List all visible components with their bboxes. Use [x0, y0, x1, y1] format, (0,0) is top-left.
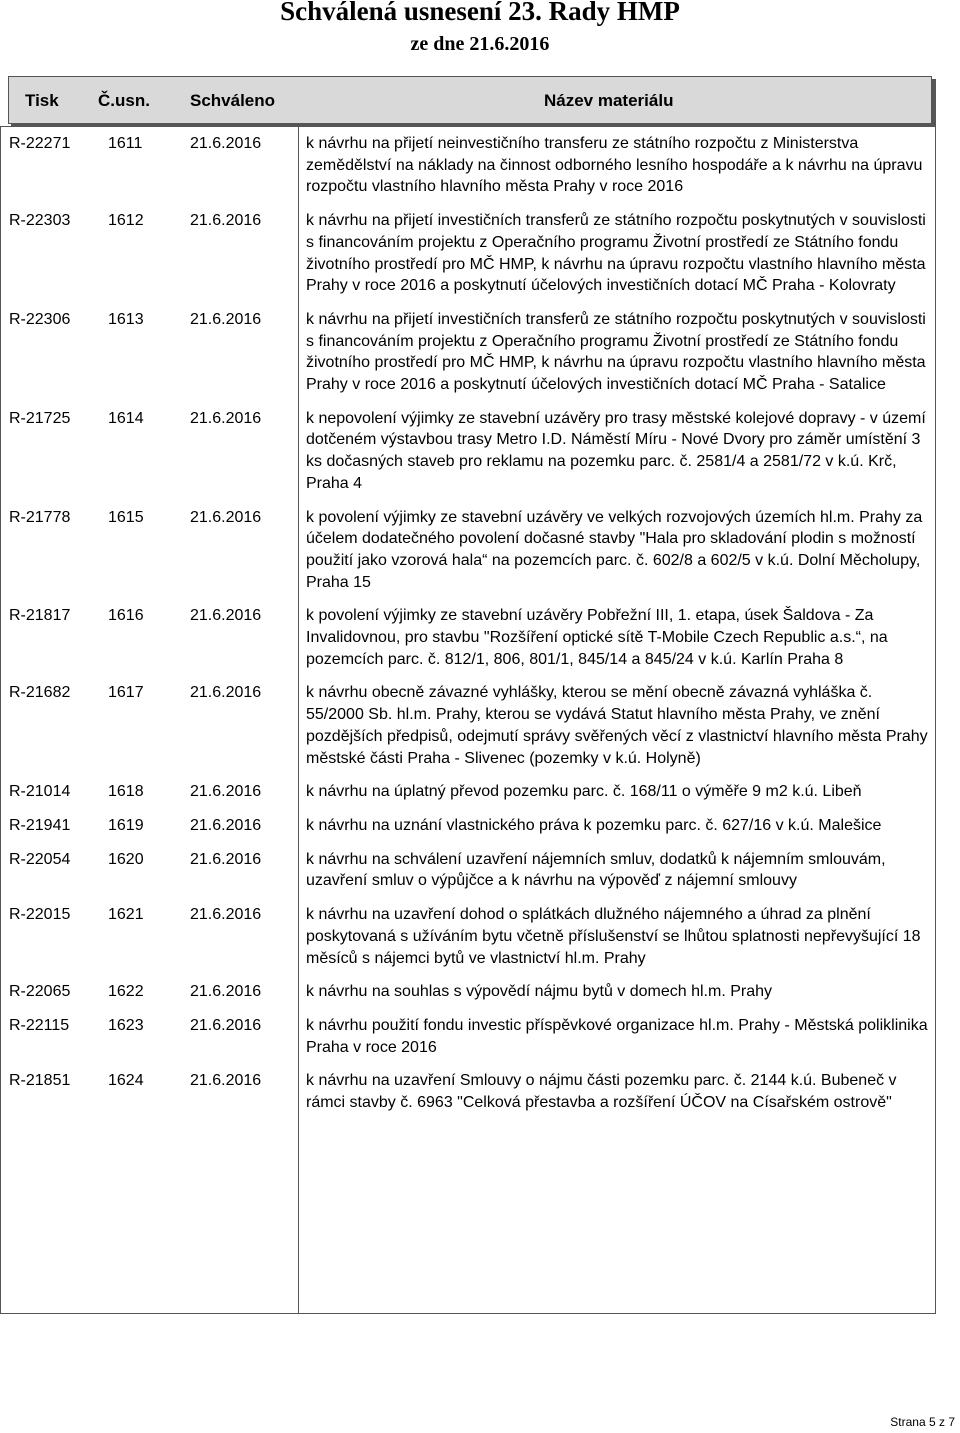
approval-date-cell: 21.6.2016 — [190, 983, 262, 1001]
tisk-cell: R-22115 — [9, 1016, 70, 1034]
tisk-cell: R-22054 — [9, 850, 71, 868]
approval-date-cell: 21.6.2016 — [190, 212, 262, 230]
resolution-number-cell: 1618 — [108, 783, 144, 801]
tisk-cell: R-21851 — [9, 1072, 71, 1090]
page-number: Strana 5 z 7 — [890, 1415, 955, 1429]
table-row — [0, 203, 936, 302]
material-name-cell: k návrhu použití fondu investic příspěvkové organizace hl.m. Prahy - Městská poliklinika Praha v roce 2016 — [306, 1016, 928, 1056]
table-row — [0, 842, 936, 897]
material-name-cell: k návrhu na uzavření Smlouvy o nájmu části pozemku parc. č. 2144 k.ú. Bubeneč v rámci stavby č. 6963 "Celková přestavba a rozšíření ÚČOV na Císařském ostrově" — [306, 1072, 897, 1112]
material-name-cell: k návrhu na uzavření dohod o splátkách dlužného nájemného a úhrad za plnění poskytovaná s užíváním bytu včetně příslušenství se lhůtou splatnosti nepřevyšující 18 měsíců s nájemci bytů ve vlastnictví hl.m. Prahy — [306, 906, 921, 967]
resolution-number-cell: 1623 — [108, 1016, 144, 1034]
resolution-number-cell: 1624 — [108, 1072, 144, 1090]
approval-date-cell: 21.6.2016 — [190, 310, 262, 328]
approval-date-cell: 21.6.2016 — [190, 508, 262, 526]
material-name-cell: k povolení výjimky ze stavební uzávěry Pobřežní III, 1. etapa, úsek Šaldova - Za Invalidovnou, pro stavbu "Rozšíření optické sítě T-Mobile Czech Republic a.s.“, na pozemcích parc. č. 812/1, 806, 801/1, 845/14 a 845/24 v k.ú. Karlín Praha 8 — [306, 607, 888, 668]
resolution-number-cell: 1621 — [108, 906, 144, 924]
table-row — [0, 500, 936, 599]
tisk-cell: R-21014 — [9, 783, 71, 801]
tisk-cell: R-21778 — [9, 508, 71, 526]
material-name-cell: k návrhu na přijetí investičních transferů ze státního rozpočtu poskytnutých v souvislosti s financováním projektu z Operačního programu Životní prostředí ze Státního fondu životního prostředí pro MČ HMP, k návrhu na úpravu rozpočtu vlastního hlavního města Prahy v roce 2016 a poskytnutí účelových investičních dotací MČ Praha - Kolovraty — [306, 212, 926, 295]
approval-date-cell: 21.6.2016 — [190, 850, 262, 868]
tisk-cell: R-21817 — [9, 607, 71, 625]
table-row — [0, 126, 936, 203]
approval-date-cell: 21.6.2016 — [190, 1016, 262, 1034]
resolution-number-cell: 1611 — [108, 135, 143, 152]
column-header-cusn: Č.usn. — [98, 91, 150, 110]
document-header — [0, 0, 960, 56]
material-name-cell: k návrhu na přijetí neinvestičního transferu ze státního rozpočtu z Ministerstva zemědělství na náklady na činnost odborného lesního hospodáře a k návrhu na úpravu rozpočtu vlastního hlavního města Prahy v roce 2016 — [306, 135, 923, 196]
approval-date-cell: 21.6.2016 — [190, 783, 262, 801]
resolution-number-cell: 1620 — [108, 850, 144, 868]
table-row — [0, 1008, 936, 1063]
resolution-number-cell: 1619 — [108, 816, 144, 834]
tisk-cell: R-21682 — [9, 684, 71, 702]
approval-date-cell: 21.6.2016 — [190, 906, 262, 924]
material-name-cell: k návrhu na úplatný převod pozemku parc. č. 168/11 o výměře 9 m2 k.ú. Libeň — [306, 783, 862, 801]
column-header-tisk: Tisk — [25, 91, 59, 110]
tisk-cell: R-21725 — [9, 409, 71, 427]
approval-date-cell: 21.6.2016 — [190, 1072, 262, 1090]
tisk-cell: R-22015 — [9, 906, 71, 924]
table-row — [0, 1063, 936, 1118]
table-row — [0, 675, 936, 774]
table-row — [0, 401, 936, 500]
table-row — [0, 808, 936, 842]
tisk-cell: R-21941 — [9, 816, 71, 834]
approval-date-cell: 21.6.2016 — [190, 607, 262, 625]
tisk-cell: R-22065 — [9, 983, 71, 1001]
material-name-cell: k návrhu na schválení uzavření nájemních smluv, dodatků k nájemním smlouvám, uzavření smluv o výpůjčce a k návrhu na výpověď z nájemní smlouvy — [306, 850, 886, 890]
table-header — [8, 76, 932, 124]
material-name-cell: k návrhu obecně závazné vyhlášky, kterou se mění obecně závazná vyhláška č. 55/2000 Sb. hl.m. Prahy, kterou se vydává Statut hlavního města Prahy, ve znění pozdějších předpisů, odejmutí správy svěřených věcí z vlastnictví hlavního města Prahy městské části Praha - Slivenec (pozemky v k.ú. Holyně) — [306, 684, 928, 767]
resolution-number-cell: 1615 — [108, 508, 144, 526]
approval-date-cell: 21.6.2016 — [190, 816, 262, 834]
material-name-cell: k nepovolení výjimky ze stavební uzávěry pro trasy městské kolejové dopravy - v území dotčeném výstavbou trasy Metro I.D. Náměstí Míru - Nové Dvory pro záměr umístění 3 ks dočasných staveb pro reklamu na pozemku parc. č. 2581/4 a 2581/72 v k.ú. Krč, Praha 4 — [306, 409, 926, 492]
approval-date-cell: 21.6.2016 — [190, 409, 262, 427]
document-date: ze dne 21.6.2016 — [410, 33, 550, 55]
document-title: Schválená usnesení 23. Rady HMP — [280, 0, 680, 26]
table-row — [0, 974, 936, 1008]
approval-date-cell: 21.6.2016 — [190, 135, 262, 152]
material-name-cell: k návrhu na uznání vlastnického práva k pozemku parc. č. 627/16 v k.ú. Malešice — [306, 816, 882, 834]
table-row — [0, 774, 936, 808]
resolution-number-cell: 1612 — [108, 212, 144, 230]
approval-date-cell: 21.6.2016 — [190, 684, 262, 702]
material-name-cell: k návrhu na souhlas s výpovědí nájmu bytů v domech hl.m. Prahy — [306, 983, 773, 1001]
tisk-cell: R-22303 — [9, 212, 71, 230]
resolution-number-cell: 1617 — [108, 684, 144, 702]
material-name-cell: k návrhu na přijetí investičních transferů ze státního rozpočtu poskytnutých v souvislosti s financováním projektu z Operačního programu Životní prostředí ze Státního fondu životního prostředí pro MČ HMP, k návrhu na úpravu rozpočtu vlastního hlavního města Prahy v roce 2016 a poskytnutí účelových investičních dotací MČ Praha - Satalice — [306, 310, 926, 394]
material-name-cell: k povolení výjimky ze stavební uzávěry ve velkých rozvojových územích hl.m. Prahy za účelem dodatečného povolení dočasné stavby "Hala pro skladování plodin s možností použití jako vzorová hala“ na pozemcích parc. č. 602/8 a 602/5 v k.ú. Dolní Měcholupy, Praha 15 — [306, 508, 923, 591]
tisk-cell: R-22271 — [9, 135, 71, 152]
resolution-number-cell: 1616 — [108, 607, 144, 625]
column-header-nazev: Název materiálu — [544, 91, 674, 110]
resolution-number-cell: 1622 — [108, 983, 144, 1001]
table-body — [0, 126, 936, 1119]
resolution-number-cell: 1613 — [108, 310, 144, 328]
resolution-number-cell: 1614 — [108, 409, 144, 427]
column-header-schvaleno: Schváleno — [190, 91, 276, 110]
table-row — [0, 897, 936, 974]
table-row — [0, 302, 936, 401]
header-shadow-right — [932, 79, 936, 127]
table-row — [0, 598, 936, 675]
tisk-cell: R-22306 — [9, 310, 71, 328]
